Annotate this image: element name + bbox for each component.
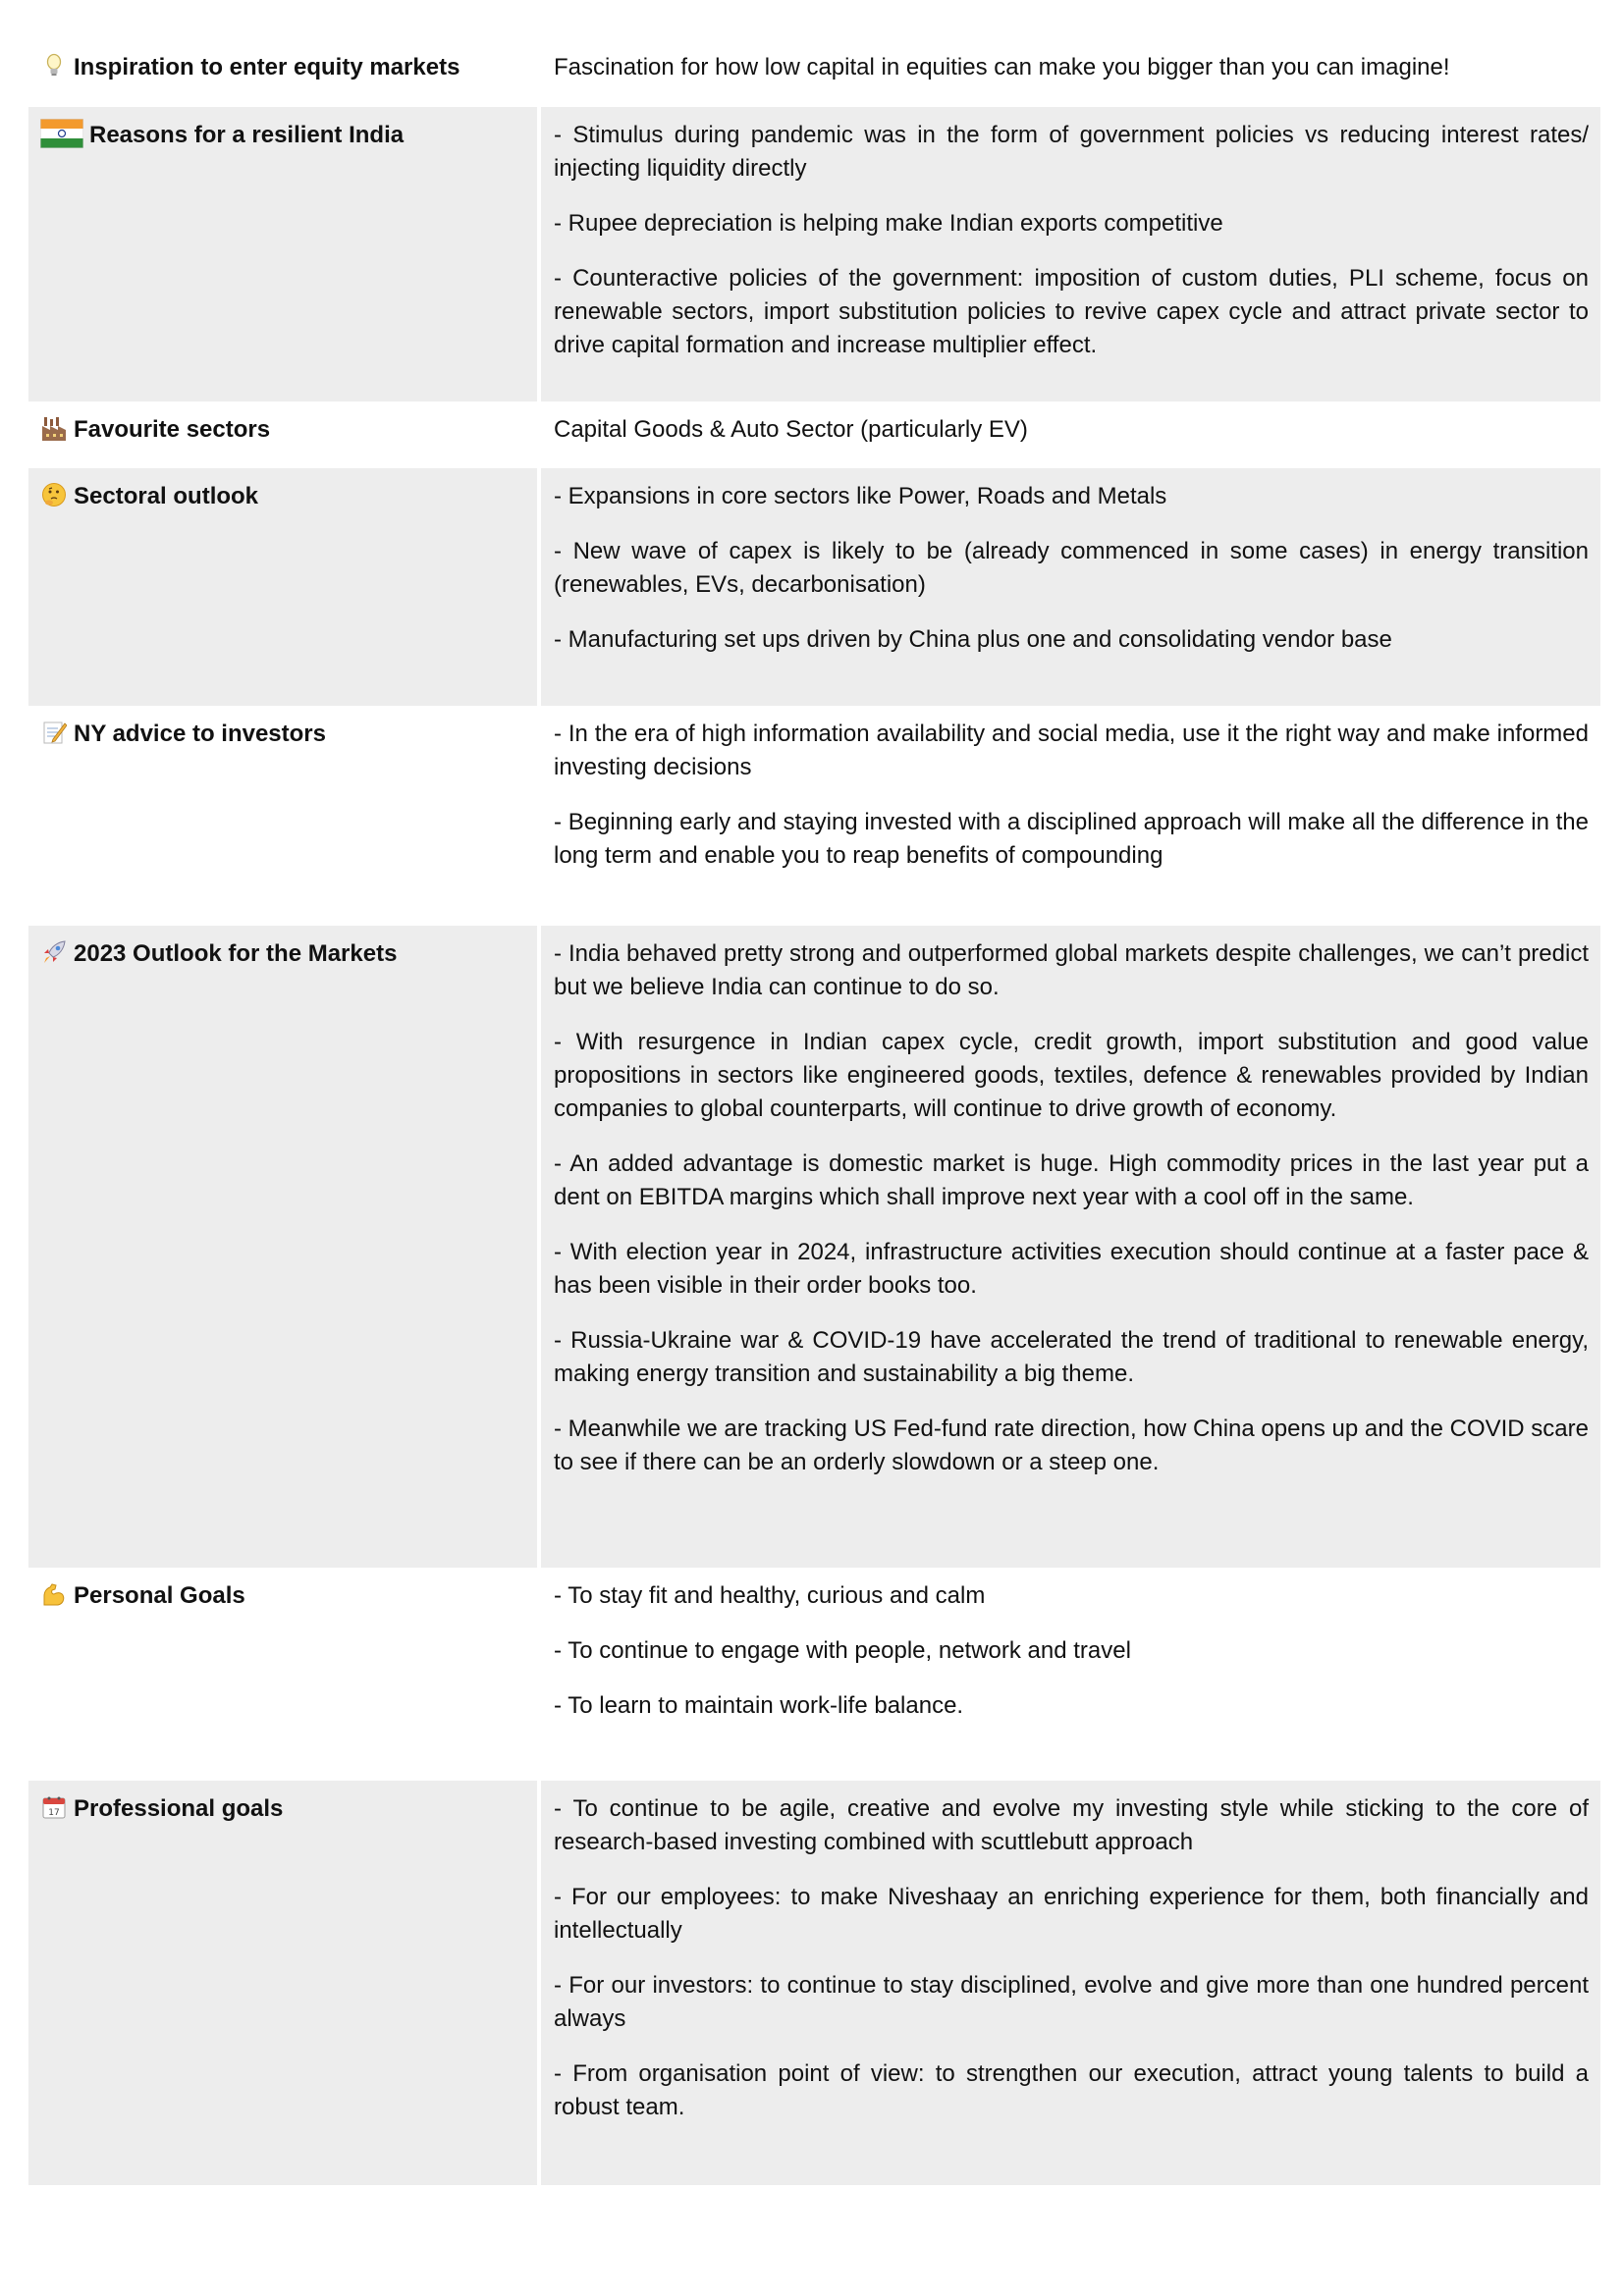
- factory-icon: [40, 413, 68, 443]
- row-label-cell: [28, 107, 537, 401]
- row-label-cell: [28, 39, 537, 107]
- row-content-cell: [541, 706, 1600, 926]
- row-content-cell: [541, 39, 1600, 107]
- paragraph: - Manufacturing set ups driven by China plus one and consolidating vendor base: [554, 626, 1392, 653]
- paragraph: - For our employees: to make Niveshaay an enriching experience for them, both financially and intellectually: [554, 1884, 1589, 1944]
- row-label-cell: [28, 1568, 537, 1781]
- qa-table: [28, 39, 1600, 2185]
- table-row: [28, 468, 1600, 706]
- row-label: Inspiration to enter equity markets: [74, 54, 460, 80]
- row-label-cell: [28, 1781, 537, 2185]
- row-content-cell: [541, 1781, 1600, 2185]
- row-label-cell: [28, 468, 537, 706]
- rocket-icon: [40, 937, 68, 967]
- paragraph: - Russia-Ukraine war & COVID-19 have accelerated the trend of traditional to renewable energy, making energy transition and sustainability a big theme.: [554, 1327, 1589, 1387]
- row-label-cell: [28, 706, 537, 926]
- table-row: [28, 401, 1600, 468]
- row-label-cell: [28, 926, 537, 1568]
- row-label: Reasons for a resilient India: [89, 122, 405, 148]
- paragraph: - Meanwhile we are tracking US Fed-fund rate direction, how China opens up and the COVID scare to see if there can be an orderly slowdown or a steep one.: [554, 1415, 1589, 1475]
- india-flag-icon: [40, 119, 83, 148]
- row-content-cell: [541, 926, 1600, 1568]
- paragraph: - An added advantage is domestic market is huge. High commodity prices in the last year put a dent on EBITDA margins which shall improve next year with a cool off in the same.: [554, 1150, 1589, 1210]
- row-label-cell: [28, 401, 537, 468]
- row-content-cell: [541, 401, 1600, 468]
- row-label: Sectoral outlook: [74, 483, 259, 509]
- paragraph: - India behaved pretty strong and outperformed global markets despite challenges, we can’t predict but we believe India can continue to do so.: [554, 940, 1589, 1000]
- table-row: [28, 1781, 1600, 2185]
- row-label: Personal Goals: [74, 1582, 245, 1609]
- row-label: Professional goals: [74, 1795, 284, 1822]
- table-row: [28, 926, 1600, 1568]
- table-row: [28, 706, 1600, 926]
- paragraph: - Stimulus during pandemic was in the form of government policies vs reducing interest rates/ injecting liquidity directly: [554, 122, 1589, 182]
- flexed-biceps-icon: [40, 1579, 68, 1609]
- memo-icon: [40, 718, 68, 747]
- paragraph: - Beginning early and staying invested with a disciplined approach will make all the difference in the long term and enable you to reap benefits of compounding: [554, 809, 1589, 869]
- paragraph: - In the era of high information availability and social media, use it the right way and make informed investing decisions: [554, 721, 1589, 780]
- paragraph: - For our investors: to continue to stay disciplined, evolve and give more than one hundred percent always: [554, 1972, 1589, 2032]
- paragraph: - Expansions in core sectors like Power, Roads and Metals: [554, 483, 1167, 509]
- paragraph: - With resurgence in Indian capex cycle, credit growth, import substitution and good value propositions in sectors like engineered goods, textiles, defence & renewables provided by Indian companies to global counterparts, will continue to drive growth of economy.: [554, 1029, 1589, 1122]
- row-label: NY advice to investors: [74, 721, 326, 747]
- table-row: [28, 39, 1600, 107]
- paragraph: - To stay fit and healthy, curious and calm: [554, 1582, 986, 1609]
- row-label: Favourite sectors: [74, 416, 271, 443]
- paragraph: - To continue to be agile, creative and evolve my investing style while sticking to the core of research-based investing combined with scuttlebutt approach: [554, 1795, 1589, 1855]
- table-row: [28, 1568, 1600, 1781]
- thinking-face-icon: [40, 480, 68, 509]
- paragraph: - To continue to engage with people, network and travel: [554, 1637, 1131, 1664]
- row-content-cell: [541, 1568, 1600, 1781]
- svg-text:17: 17: [48, 1808, 60, 1818]
- paragraph: - Rupee depreciation is helping make Indian exports competitive: [554, 210, 1223, 237]
- row-content-cell: [541, 107, 1600, 401]
- calendar-icon: [40, 1792, 68, 1822]
- row-content-cell: [541, 468, 1600, 706]
- paragraph: - New wave of capex is likely to be (already commenced in some cases) in energy transition (renewables, EVs, decarbonisation): [554, 538, 1589, 598]
- paragraph: - With election year in 2024, infrastructure activities execution should continue at a faster pace & has been visible in their order books too.: [554, 1239, 1589, 1299]
- row-label: 2023 Outlook for the Markets: [74, 940, 398, 967]
- table-row: [28, 107, 1600, 401]
- lightbulb-icon: [40, 51, 68, 80]
- paragraph: - Counteractive policies of the government: imposition of custom duties, PLI scheme, focus on renewable sectors, import substitution policies to revive capex cycle and attract private sector to drive capital formation and increase multiplier effect.: [554, 265, 1589, 358]
- paragraph: Fascination for how low capital in equities can make you bigger than you can imagine!: [554, 54, 1450, 80]
- paragraph: Capital Goods & Auto Sector (particularly EV): [554, 416, 1028, 443]
- paragraph: - To learn to maintain work-life balance.: [554, 1692, 964, 1719]
- paragraph: - From organisation point of view: to strengthen our execution, attract young talents to build a robust team.: [554, 2060, 1589, 2120]
